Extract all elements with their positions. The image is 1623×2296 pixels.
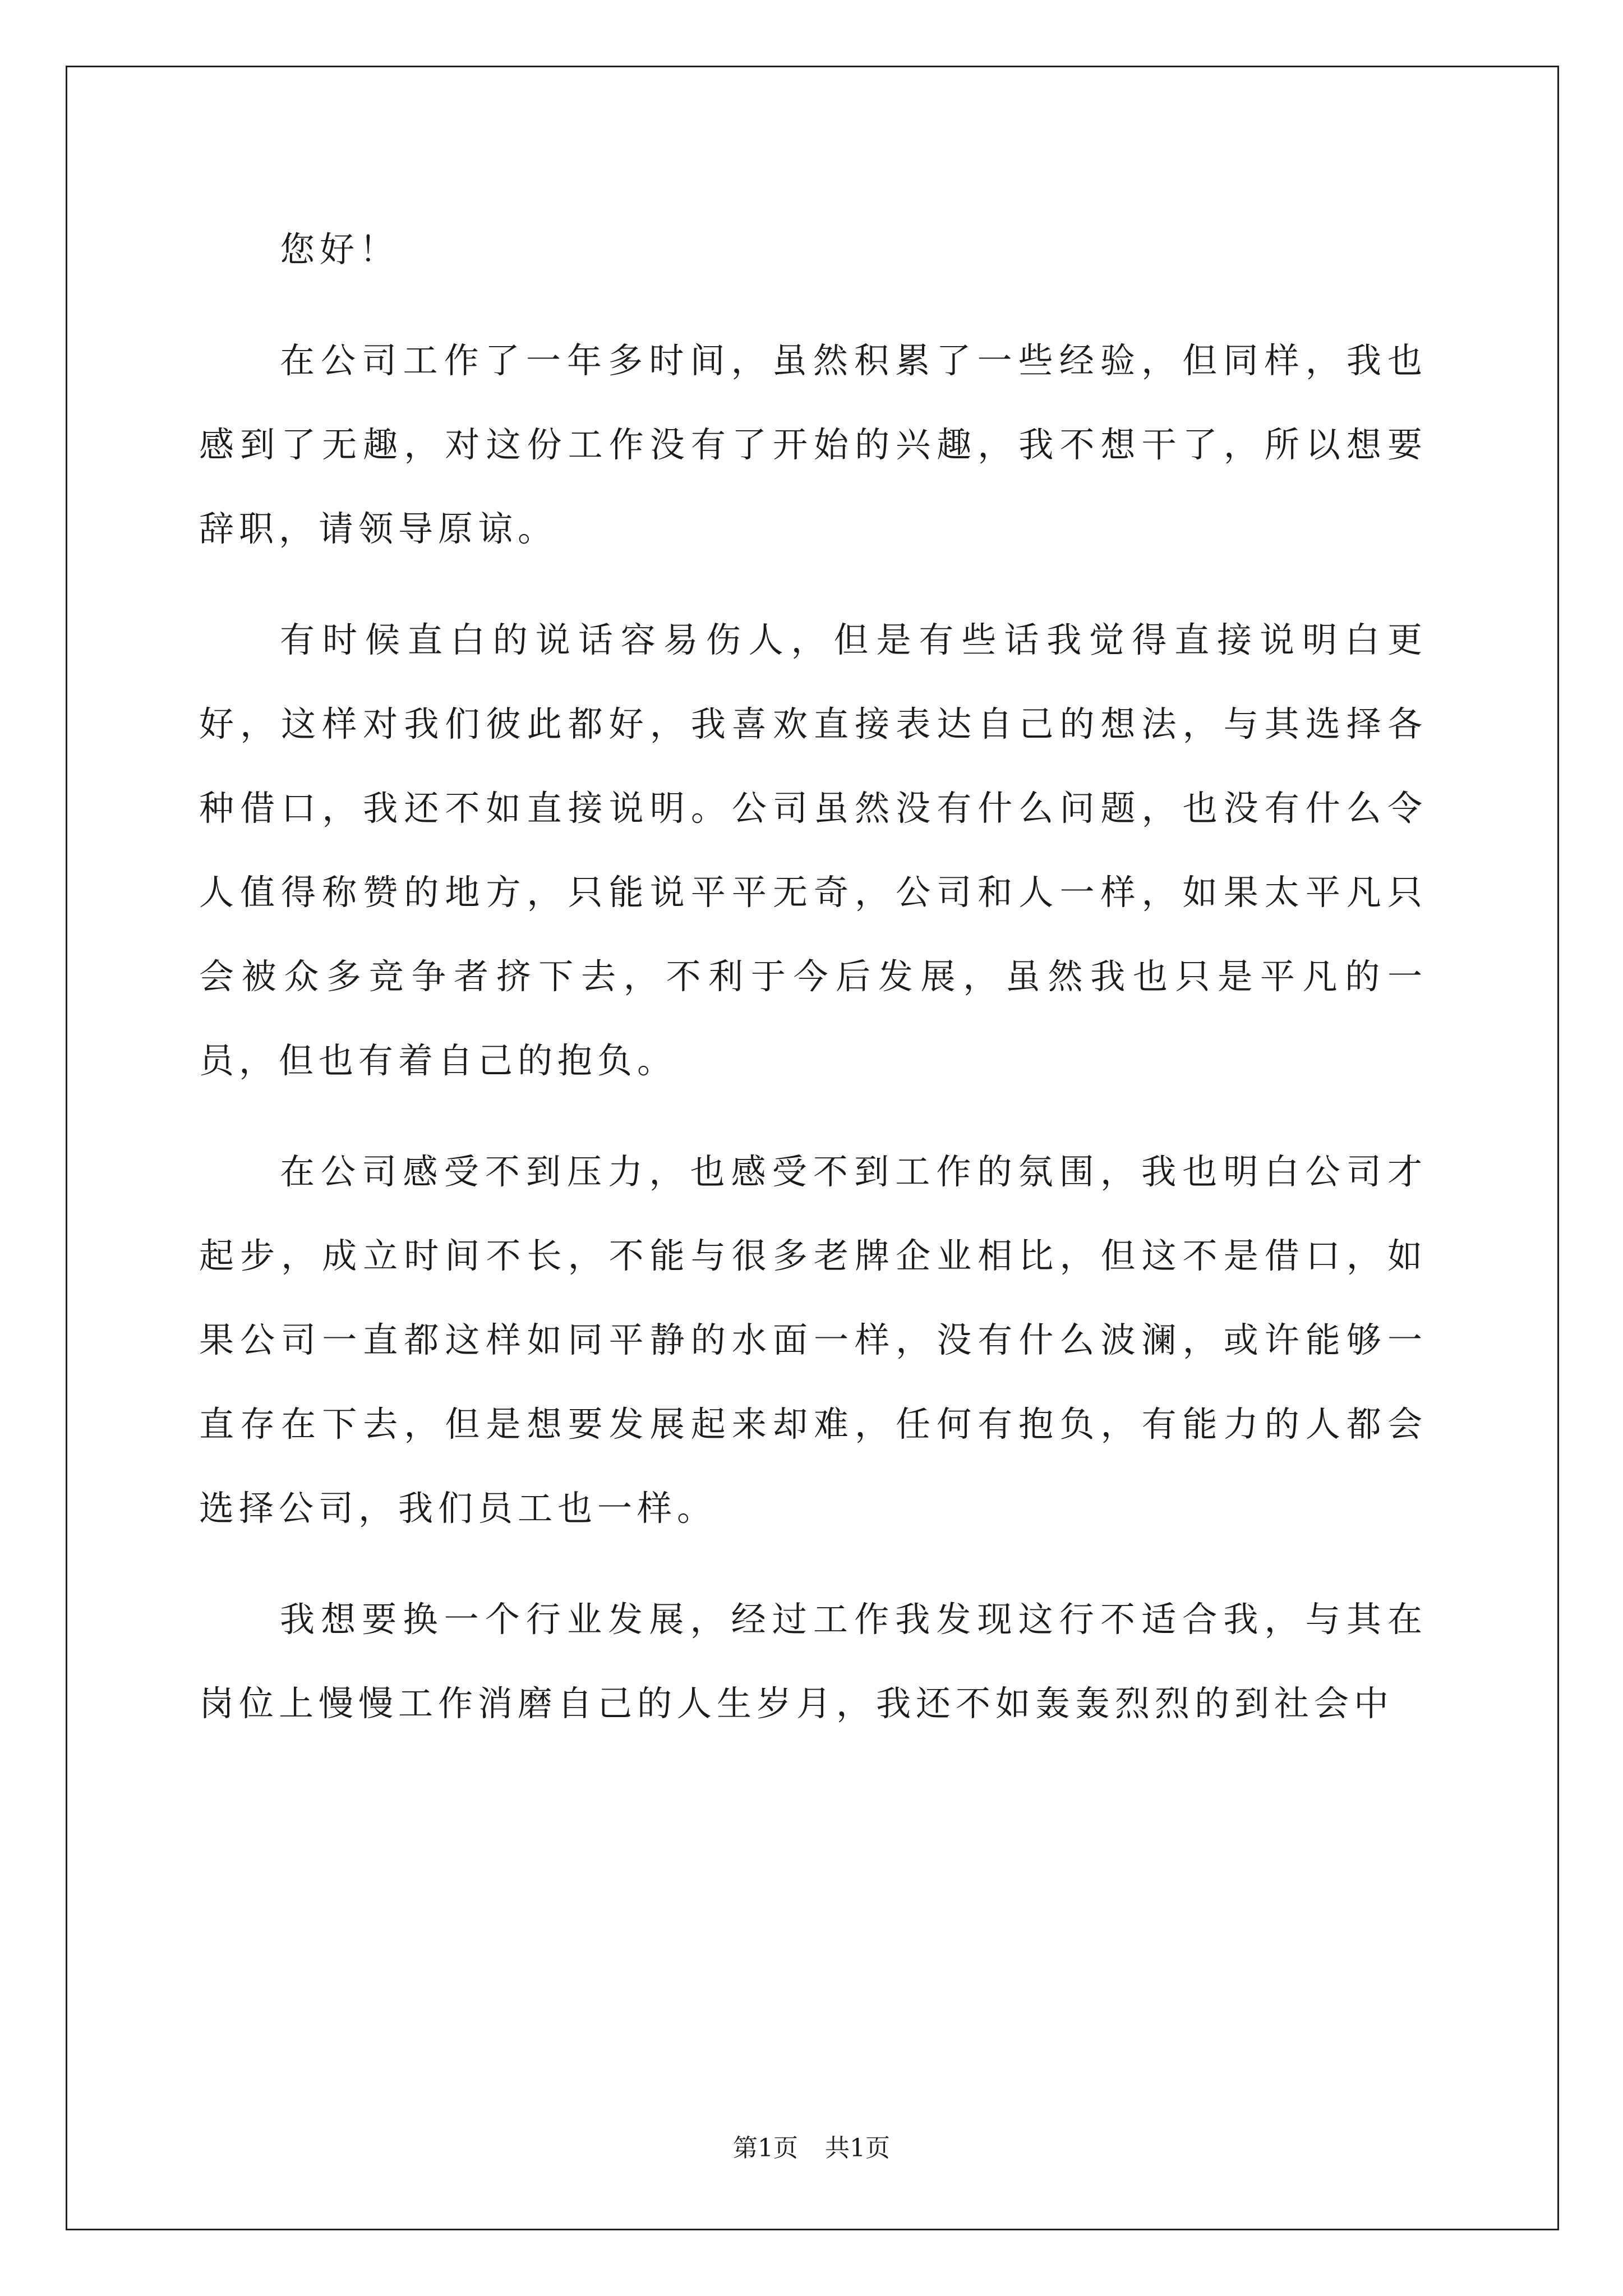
document-body <box>199 208 1427 1746</box>
greeting: 您好！ <box>280 229 400 270</box>
page-footer <box>0 2132 1623 2165</box>
paragraph-1: 在公司工作了一年多时间，虽然积累了一些经验，但同样，我也感到了无趣，对这份工作没有了开始的兴趣，我不想干了，所以想要辞职，请领导原谅。 <box>199 340 1427 549</box>
paragraph-2: 有时候直白的说话容易伤人，但是有些话我觉得直接说明白更好，这样对我们彼此都好，我喜欢直接表达自己的想法，与其选择各种借口，我还不如直接说明。公司虽然没有什么问题，也没有什么令人值得称赞的地方，只能说平平无奇，公司和人一样，如果太平凡只会被众多竞争者挤下去，不利于今后发展，虽然我也只是平凡的一员，但也有着自己的抱负。 <box>199 619 1427 1081</box>
paragraph-4: 我想要换一个行业发展，经过工作我发现这行不适合我，与其在岗位上慢慢工作消磨自己的人生岁月，我还不如轰轰烈烈的到社会中 <box>199 1599 1427 1724</box>
page-total: 共1页 <box>825 2134 890 2162</box>
paragraph-3: 在公司感受不到压力，也感受不到工作的氛围，我也明白公司才起步，成立时间不长，不能与很多老牌企业相比，但这不是借口，如果公司一直都这样如同平静的水面一样，没有什么波澜，或许能够一直存在下去，但是想要发展起来却难，任何有抱负，有能力的人都会选择公司，我们员工也一样。 <box>199 1151 1427 1529</box>
page-number: 第1页 <box>733 2134 798 2162</box>
